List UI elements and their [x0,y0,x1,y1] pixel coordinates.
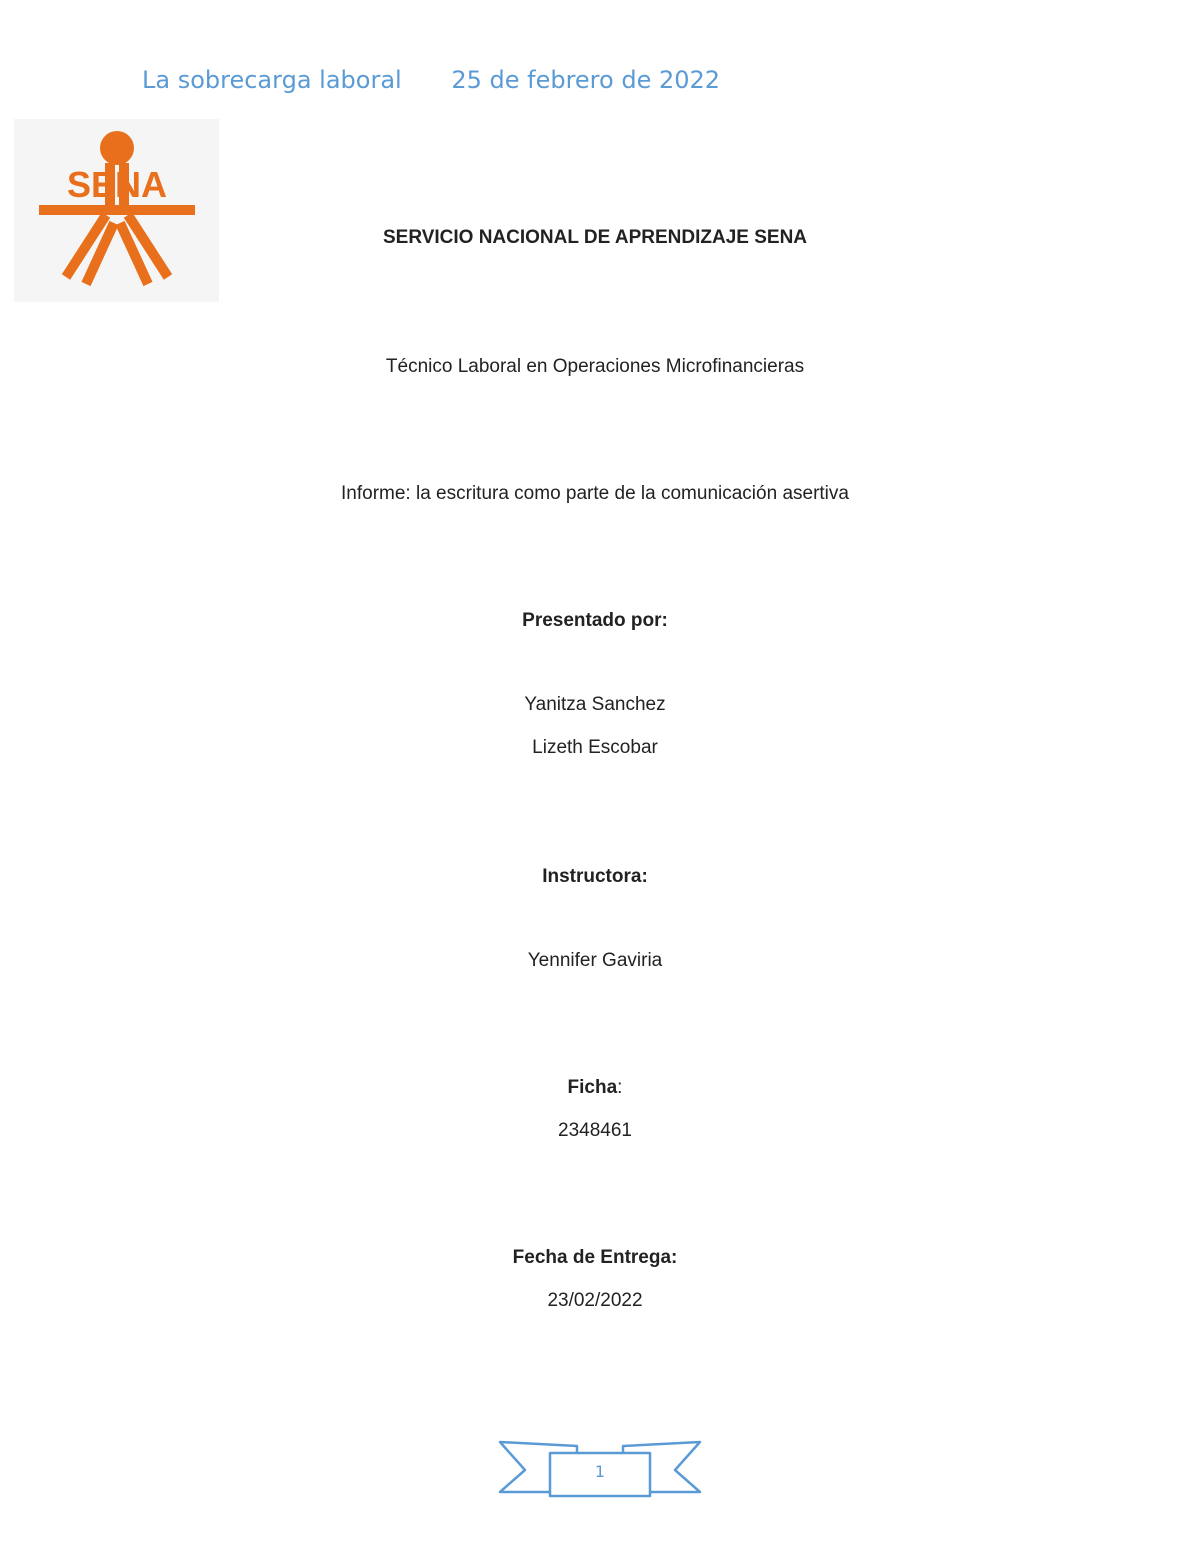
instructor-name: Yennifer Gaviria [527,950,663,971]
author-name-2: Lizeth Escobar [532,737,658,758]
presented-by-label: Presentado por: [522,610,668,631]
logo-text: SENA [66,164,168,205]
ficha-value: 2348461 [558,1120,632,1141]
delivery-date-value: 23/02/2022 [547,1290,643,1311]
program-name: Técnico Laboral en Operaciones Microfinancieras [385,356,805,377]
header-title: La sobrecarga laboral [142,66,402,94]
ficha-heading [0,1077,1190,1099]
ficha-label: Ficha [567,1077,618,1098]
author-name-1: Yanitza Sanchez [524,694,666,715]
document-header [142,66,720,94]
sena-logo-icon [14,119,219,302]
delivery-date-label: Fecha de Entrega: [512,1247,678,1268]
page-number: 1 [594,1462,606,1481]
ficha-colon: : [617,1077,623,1098]
instructor-label: Instructora: [542,866,648,887]
report-title: Informe: la escritura como parte de la comunicación asertiva [341,483,849,504]
institution-name: SERVICIO NACIONAL DE APRENDIZAJE SENA [382,227,808,248]
header-date: 25 de febrero de 2022 [451,66,721,94]
